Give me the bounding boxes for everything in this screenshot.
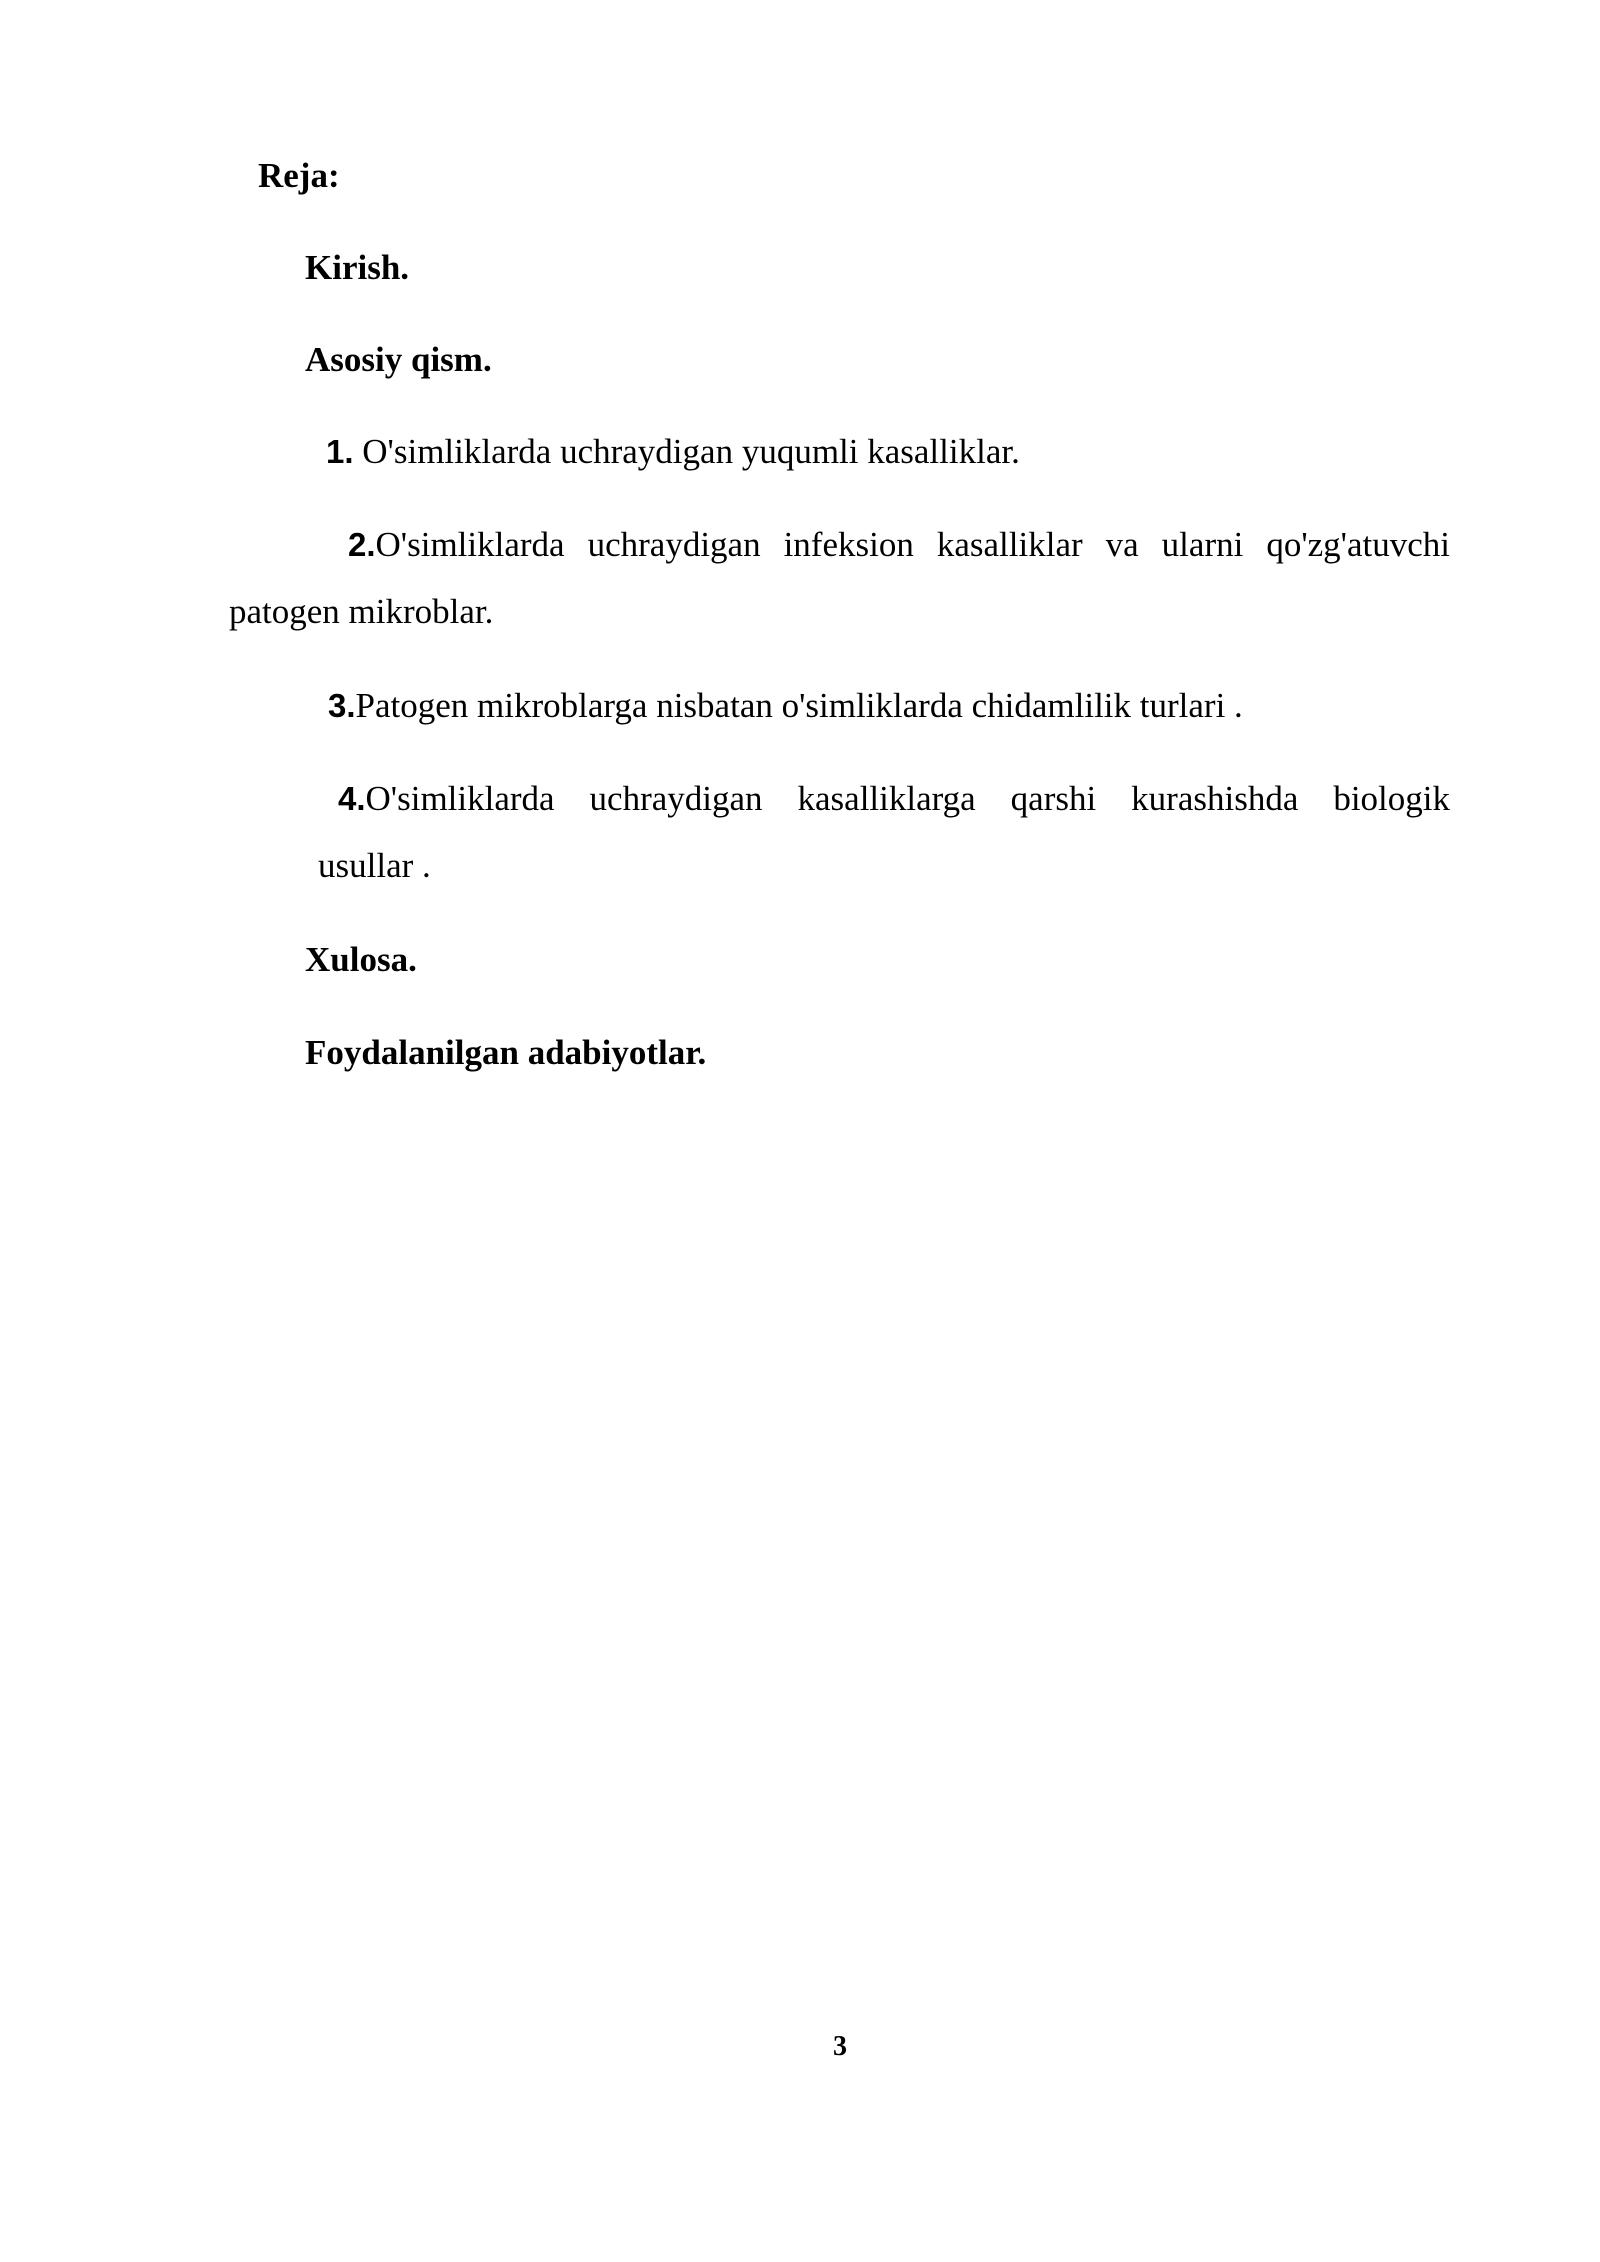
conclusion-heading: Xulosa.: [305, 940, 417, 979]
plan-title: Reja:: [258, 156, 340, 195]
intro-heading: Kirish.: [305, 248, 410, 287]
references-heading: Foydalanilgan adabiyotlar.: [305, 1033, 707, 1072]
plan-item-2: [348, 524, 1450, 566]
plan-item-text: O'simliklarda uchraydigan yuqumli kasalliklar.: [353, 432, 1020, 471]
page-number: 3: [833, 2031, 847, 2062]
plan-item-2-continuation: patogen mikroblar.: [229, 592, 494, 631]
plan-item-1: [326, 431, 1020, 473]
plan-item-3: [328, 685, 1243, 727]
plan-item-number: 4.: [338, 780, 366, 817]
plan-item-number: 1.: [326, 433, 354, 470]
plan-item-4-continuation: usullar .: [318, 846, 431, 885]
plan-item-text: O'simliklarda uchraydigan kasalliklarga qarshi kurashishda biologik: [365, 779, 1450, 818]
plan-item-number: 3.: [328, 687, 356, 724]
plan-item-text: O'simliklarda uchraydigan infeksion kasalliklar va ularni qo'zg'atuvchi: [375, 525, 1450, 564]
main-part-heading: Asosiy qism.: [305, 340, 492, 379]
plan-item-4: [338, 778, 1450, 820]
plan-item-number: 2.: [348, 526, 376, 563]
plan-item-text: Patogen mikroblarga nisbatan o'simliklarda chidamlilik turlari .: [355, 686, 1243, 725]
